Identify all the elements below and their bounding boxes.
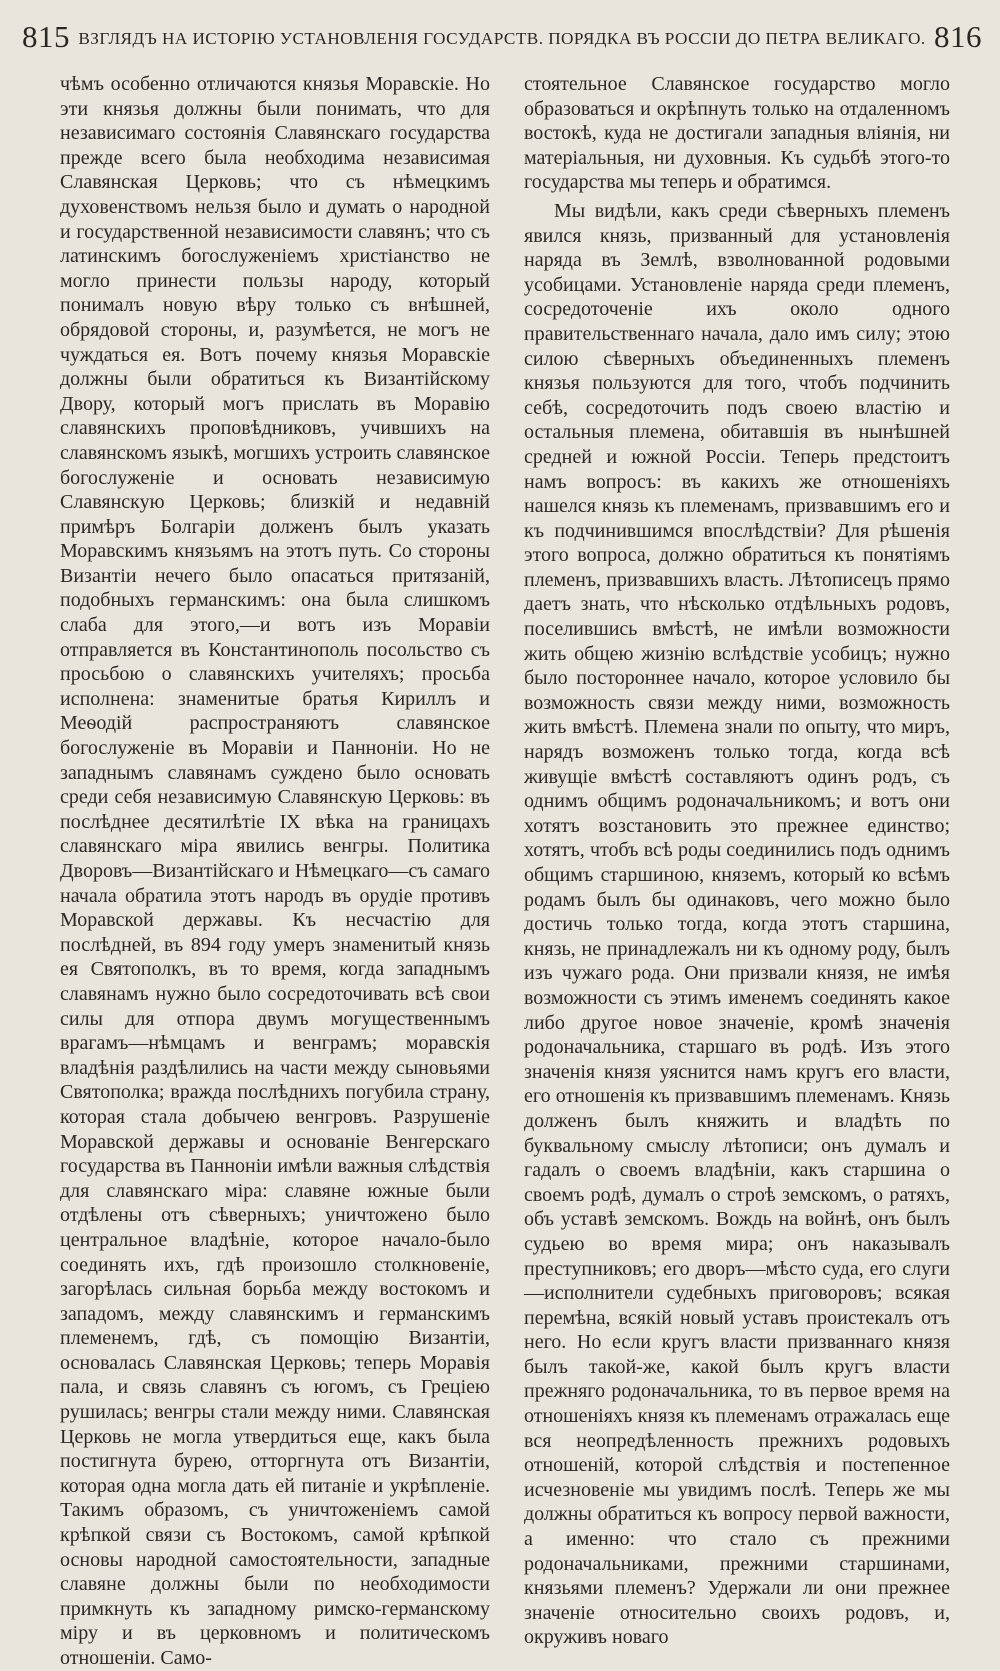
text-columns: [60, 72, 950, 1669]
right-column: [524, 72, 950, 1649]
paragraph: стоятельное Славянское государство могло образоваться и окрѣпнуть только на отдаленномъ востокѣ, куда не достигали западныя вліянія, ни матеріальныя, ни духовныя. Къ судьбѣ этого-то государства мы теперь и обратимся.: [524, 73, 950, 194]
paragraph: Мы видѣли, какъ среди сѣверныхъ племенъ явился князь, призванный для установленія наряда въ Землѣ, взволнованной родовыми усобицами. Установленіе наряда среди племенъ, сосредоточеніе ихъ около одного правительственнаго начала, дало имъ силу; этою силою сѣверныхъ объединенныхъ племенъ князья пользуются для того, чтобъ подчинить себѣ, сосредоточить подъ своею властію и остальныя племена, обитавшія въ нынѣшней средней и южной Россіи. Теперь предстоитъ намъ вопросъ: въ какихъ же отношеніяхъ нашелся князь къ племенамъ, призвавшимъ его и къ подчинившимся впослѣдствіи? Для рѣшенія этого вопроса, должно обратиться къ понятіямъ племенъ, призвавшихъ власть. Лѣтописецъ прямо даетъ знать, что нѣсколько отдѣльныхъ родовъ, поселившись вмѣстѣ, не имѣли возможности жить общею жизнію вслѣдствіе усобицъ; нужно было постороннее начало, которое условило бы возможность связи между ними, возможность жить вмѣстѣ. Племена знали по опыту, что миръ, нарядъ возможенъ только тогда, когда всѣ живущіе вмѣстѣ составляютъ одинъ родъ, съ однимъ общимъ родоначальникомъ; и вотъ они хотятъ возстановить это прежнее единство; хотятъ, чтобъ всѣ роды соединились подъ однимъ общимъ старшиною, княземъ, который ко всѣмъ родамъ былъ бы одинаковъ, чего можно было достичь только тогда, когда этотъ старшина, князь, не принадлежалъ ни къ одному роду, былъ изъ чужаго рода. Они призвали князя, не имѣя возможности съ этимъ именемъ соединять какое либо другое новое значеніе, кромѣ значенія родоначальника, старшаго въ родѣ. Изъ этого значенія князя уяснится намъ кругъ его власти, его отношенія къ призвавшимъ племенамъ. Князь долженъ былъ княжить и владѣть по буквальному смыслу лѣтописи; онъ думалъ и гадалъ о своемъ владѣніи, какъ старшина о своемъ родѣ, думалъ о строѣ земскомъ, о ратяхъ, объ уставѣ земскомъ. Вождь на войнѣ, онъ былъ судьею во время мира; онъ наказывалъ преступниковъ; его дворъ—мѣсто суда, его слуги—исполнители судебныхъ приговоровъ; всякая перемѣна, всякій новый уставъ проистекалъ отъ него. Но если кругъ власти призваннаго князя былъ такой-же, какой былъ кругъ власти прежняго родоначальника, то въ первое время на отношеніяхъ князя къ племенамъ отражалась еще вся неопредѣленность прежнихъ родовыхъ отношеній, которой слѣдствія и постепенное исчезновеніе мы увидимъ послѣ. Теперь же мы должны обратиться къ вопросу первой важности, а именно: что стало съ прежними родоначальниками, прежними старшинами, князьями племенъ? Удержали ли они прежнее значеніе относительно своихъ родовъ, и, окруживъ новаго: [524, 199, 950, 1649]
page-header: [22, 16, 982, 58]
page-number-right: 816: [934, 19, 982, 54]
page-number-left: 815: [22, 19, 70, 54]
left-column: [60, 72, 490, 1669]
running-title: ВЗГЛЯДЪ НА ИСТОРІЮ УСТАНОВЛЕНІЯ ГОСУДАРСТВ. ПОРЯДКА ВЪ РОССІИ ДО ПЕТРА ВЕЛИКАГО.: [78, 29, 926, 48]
paragraph: чѣмъ особенно отличаются князья Моравскіе. Но эти князья должны были понимать, что для независимаго состоянія Славянскаго государства прежде всего была необходима независимая Славянская Церковь; что съ нѣмецкимъ духовенствомъ нельзя было и думать о народной и государственной независимости славянъ; что съ латинскимъ богослуженіемъ христіанство не могло принести пользы народу, который понималъ новую вѣру только съ внѣшней, обрядовой стороны, и, разумѣется, не могъ не чуждаться ея. Вотъ почему князья Моравскіе должны были обратиться къ Византійскому Двору, который могъ прислать въ Моравію славянскихъ проповѣдниковъ, учившихъ на славянскомъ языкѣ, могшихъ устроить славянское богослуженіе и основать независимую Славянскую Церковь; близкій и недавній примѣръ Болгаріи долженъ былъ указать Моравскимъ князьямъ на этотъ путь. Со стороны Византіи нечего было опасаться притязаній, подобныхъ германскимъ: она была слишкомъ слаба для этого,—и вотъ изъ Моравіи отправляется въ Константинополь посольство съ просьбою о славянскихъ учителяхъ; просьба исполнена: знаменитые братья Кириллъ и Меѳодій распространяютъ славянское богослуженіе въ Моравіи и Панноніи. Но не западнымъ славянамъ суждено было основать среди себя независимую Славянскую Церковь: въ послѣднее десятилѣтіе IX вѣка на границахъ славянскаго міра явились венгры. Политика Дворовъ—Византійскаго и Нѣмецкаго—съ самаго начала обратила этотъ народъ въ орудіе противъ Моравской державы. Къ несчастію для послѣдней, въ 894 году умеръ знаменитый князь ея Святополкъ, въ то время, когда западнымъ славянамъ нужно было сосредоточивать всѣ свои силы для отпора двумъ могущественнымъ врагамъ—нѣмцамъ и венграмъ; моравскія владѣнія раздѣлились на части между сыновьями Святополка; вражда послѣднихъ погубила страну, которая стала добычею венгровъ. Разрушеніе Моравской державы и основаніе Венгерскаго государства въ Панноніи имѣли важныя слѣдствія для славянскаго міра: славяне южные были отдѣлены отъ сѣверныхъ; уничтожено было центральное владѣніе, которое начало-было соединять ихъ, гдѣ произошло столкновеніе, загорѣлась сильная борьба между востокомъ и западомъ, между славянскимъ и германскимъ племенемъ, гдѣ, съ помощію Византіи, основалась Славянская Церковь; теперь Моравія пала, и связь славянъ съ югомъ, съ Греціею рушилась; венгры стали между ними. Славянская Церковь не могла утвердиться еще, какъ была постигнута бурею, отторгнута отъ Византіи, которая одна могла дать ей питаніе и укрѣпленіе. Такимъ образомъ, съ уничтоженіемъ самой крѣпкой связи съ Востокомъ, самой крѣпкой основы народной самостоятельности, западные славяне должны были по необходимости примкнуть къ западному римско-германскому міру и въ церковномъ и политическомъ отношеніи. Само-: [60, 73, 490, 1669]
